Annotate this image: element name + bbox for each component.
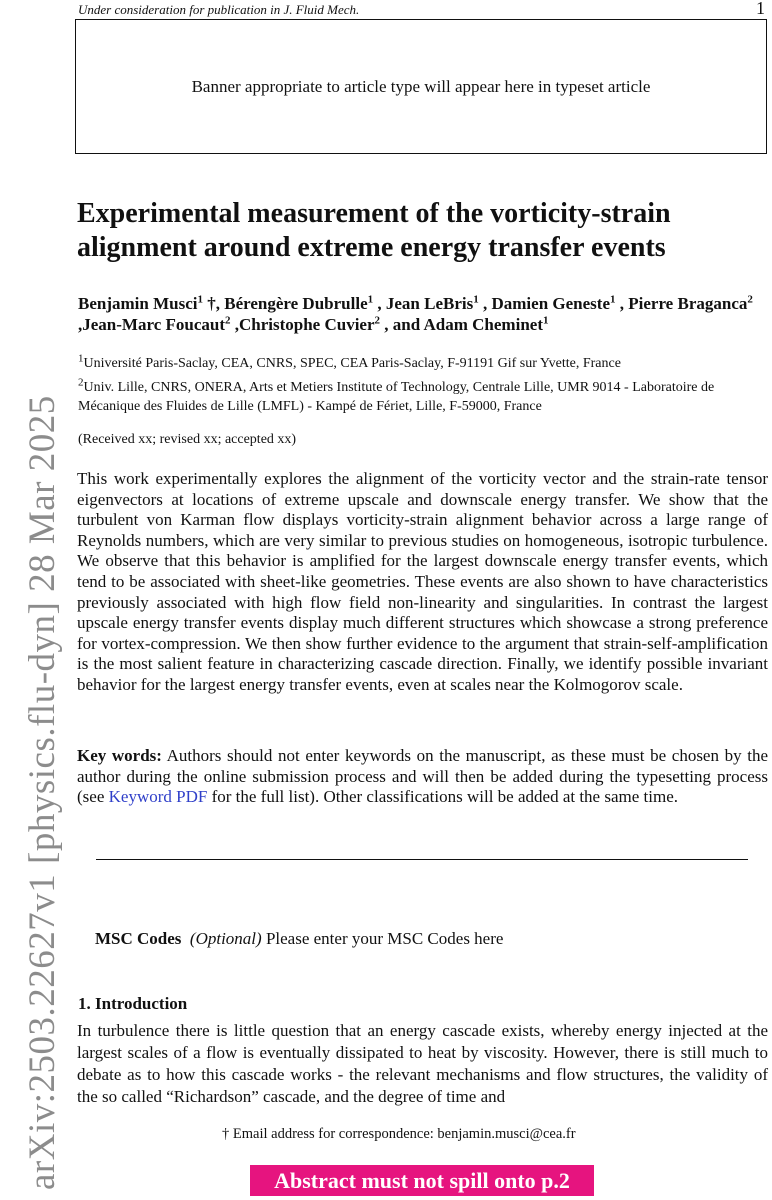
author-separator: , [478,294,492,313]
author-separator: , [615,294,629,313]
author-separator: , [78,315,83,334]
author-affiliation-marker: 1 [473,293,479,306]
section-divider [96,859,748,860]
author-separator: , [230,315,239,334]
msc-codes [95,929,503,949]
keywords [77,746,768,808]
author-affiliation-marker: 1 [367,293,374,306]
keywords-text: Authors should not enter keywords on the manuscript, as these must be chosen by the author during the online submission process and will then be added during the typesetting process (see [77,746,768,807]
msc-optional: (Optional) [189,929,262,948]
keywords-text-end: for the full list). Other classifications will be added at the same time. [207,787,678,807]
correspondence-footnote: † Email address for correspondence: benjamin.musci@cea.fr [222,1126,576,1142]
author-name: Jean-Marc Foucaut [82,315,225,334]
msc-label: MSC Codes [95,929,182,948]
author-name: Christophe Cuvier [239,315,375,334]
author-list [78,293,768,335]
author-name: Bérengère Dubrulle [224,294,368,313]
author-affiliation-marker: 1 [542,314,549,327]
author-separator: , [373,294,386,313]
keyword-pdf-link[interactable]: Keyword PDF [108,787,208,807]
affiliation-text: Université Paris-Saclay, CEA, CNRS, SPEC, CEA Paris-Saclay, F-91191 Gif sur Yvette, France [83,356,621,371]
received-dates: (Received xx; revised xx; accepted xx) [78,432,297,447]
page-number: 1 [756,0,765,18]
abstract: This work experimentally explores the alignment of the vorticity vector and the strain-rate tensor eigenvectors at locations of extreme upscale and downscale energy transfer. We show that the turbulent von Karman flow displays vorticity-strain alignment behavior across a large range of Reynolds numbers, which are very similar to previous studies on homogeneous, isotropic turbulence. We observe that this behavior is amplified for the largest downscale energy transfer events, which tend to be associated with sheet-like geometries. These events are also shown to have characteristics previously associated with high flow field non-linearity and singularities. In contrast the largest upscale energy transfer events display much different structures which showcase a strong preference for vortex-compression. We then show further evidence to the argument that strain-self-amplification is the most salient feature in characterizing cascade direction. Finally, we identify possible invariant behavior for the largest energy transfer events, even at scales near the Kolmogorov scale. [77,469,768,694]
running-head: Under consideration for publication in J. Fluid Mech. [78,2,360,17]
affiliation-number: 1 [78,352,84,365]
author-affiliation-marker: 1 [197,293,203,306]
author-separator: †, [202,294,225,313]
author-name: Benjamin Musci [78,294,198,313]
msc-text: Please enter your MSC Codes here [261,929,504,948]
author-affiliation-marker: 2 [374,314,381,327]
section-heading-introduction: 1. Introduction [78,994,188,1013]
banner-box [75,20,767,154]
arxiv-stamp[interactable]: arXiv:2503.22627v1 [physics.flu-dyn] 28 Mar 2025 [22,395,63,1190]
author-affiliation-marker: 2 [747,293,753,306]
paper-title: Experimental measurement of the vorticity-strain alignment around extreme energy transfer events [77,198,671,263]
affiliation-number: 2 [78,376,84,389]
affiliation-text: Univ. Lille, CNRS, ONERA, Arts et Metiers Institute of Technology, Centrale Lille, UMR 9014 - Laboratoire de Mécanique des Fluides de Lille (LMFL) - Kampé de Fériet, Lille, F-59000, France [78,380,715,414]
introduction-text: In turbulence there is little question that an energy cascade exists, whereby energy injected at the largest scales of a flow is eventually dissipated to heat by viscosity. However, there is still much to debate as to how this cascade works - the relevant mechanisms and flow structures, the validity of the so called “Richardson” cascade, and the degree of time and [77,1021,768,1106]
affiliation-1 [78,354,768,373]
keywords-label: Key words: [77,746,162,765]
abstract-overflow-warning: Abstract must not spill onto p.2 [250,1165,594,1196]
author-separator: , and [380,315,424,334]
author-name: Pierre Braganca [628,294,748,313]
author-affiliation-marker: 1 [610,293,616,306]
banner-text: Banner appropriate to article type will appear here in typeset article [191,77,651,96]
author-affiliation-marker: 2 [225,314,231,327]
author-name: Jean LeBris [385,294,474,313]
affiliation-2 [78,378,768,416]
author-name: Adam Cheminet [423,315,543,334]
author-name: Damien Geneste [491,294,610,313]
